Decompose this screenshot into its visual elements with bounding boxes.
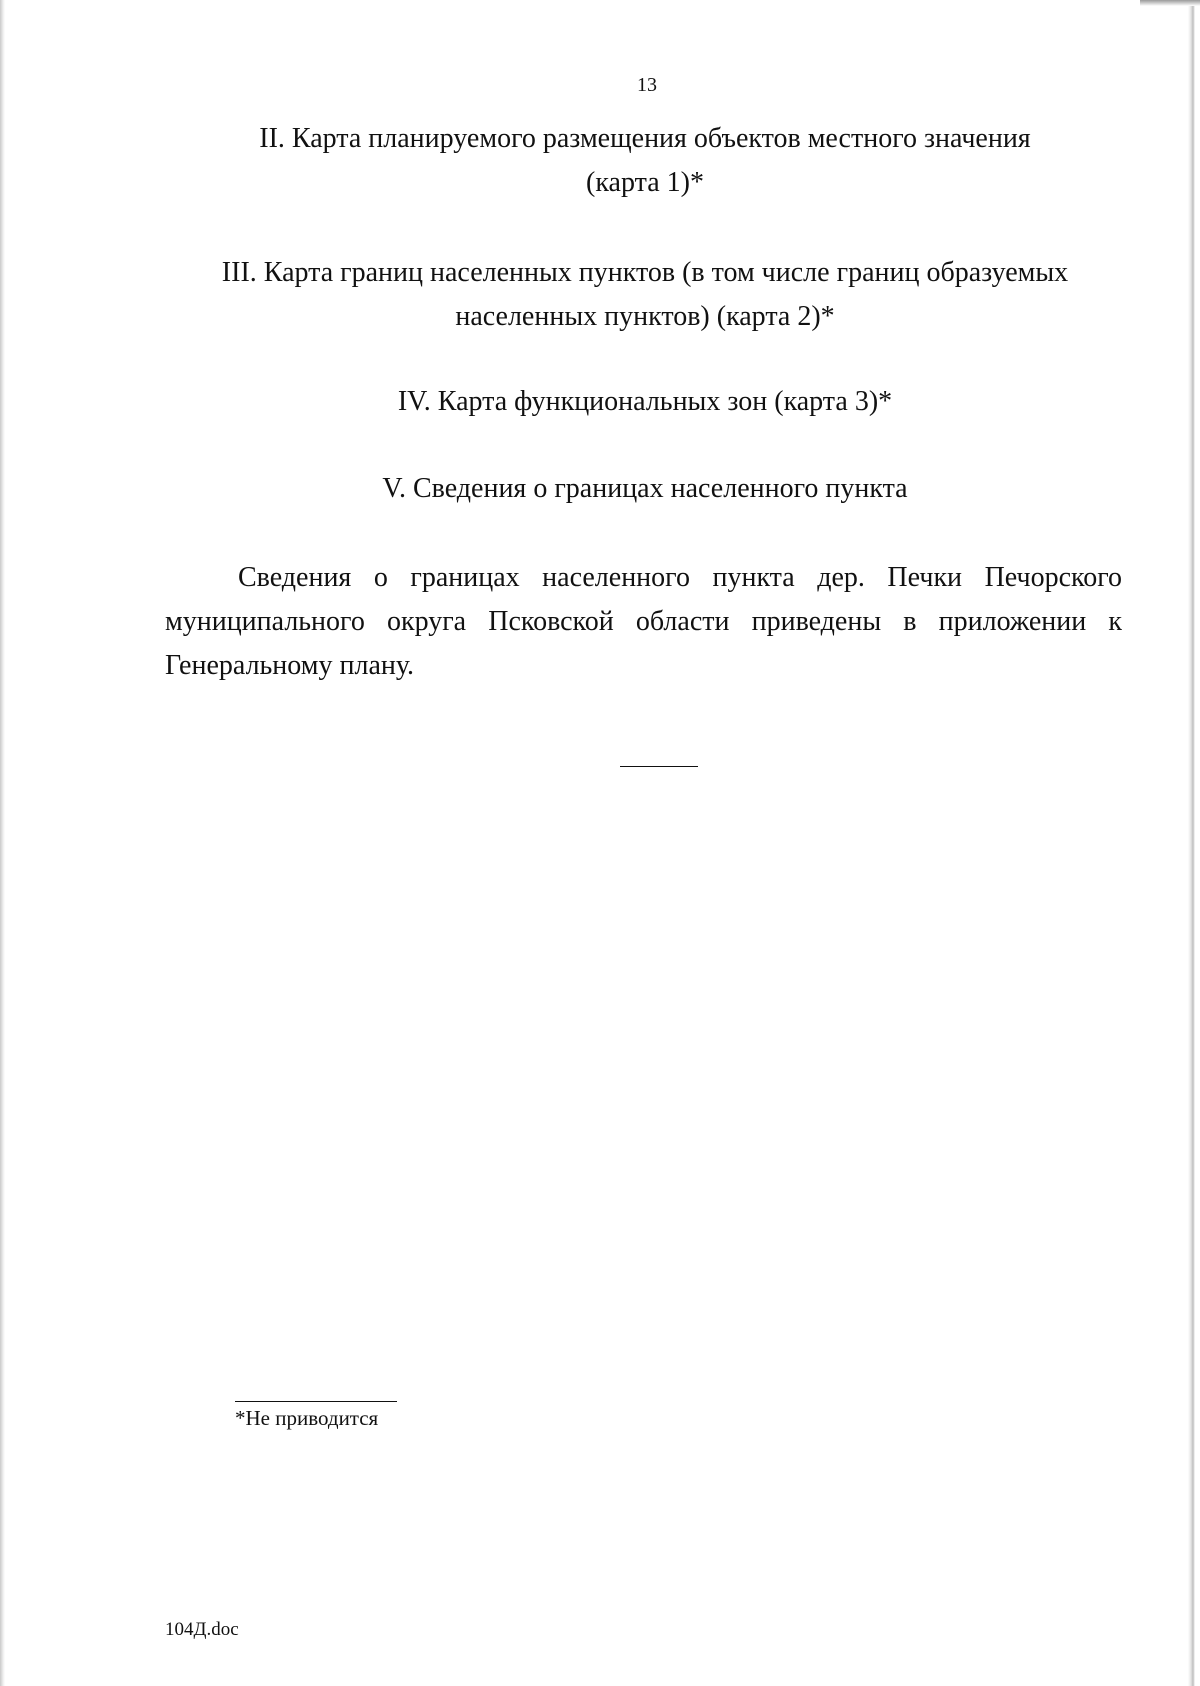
section-heading-iii	[165, 251, 1125, 339]
footnote: *Не приводится	[235, 1406, 379, 1430]
section-heading-iii-line1: III. Карта границ населенных пунктов (в том числе границ образуемых	[221, 257, 1069, 288]
footnote-separator	[235, 1401, 397, 1402]
file-name-footer: 104Д.doc	[165, 1619, 239, 1640]
page-number: 13	[637, 74, 657, 96]
section-heading-v-line1: V. Сведения о границах населенного пункта	[382, 473, 908, 504]
section-heading-iii-line2: населенных пунктов) (карта 2)*	[455, 301, 835, 332]
section-heading-iv	[165, 380, 1125, 424]
section-heading-ii	[165, 117, 1125, 205]
scan-edge-corner	[1140, 0, 1200, 6]
end-of-text-rule	[620, 766, 698, 767]
section-heading-v	[165, 467, 1125, 511]
body-paragraph: Сведения о границах населенного пункта дер. Печки Печорского муниципального округа Псковской области приведены в приложении к Генеральному плану.	[165, 562, 1122, 681]
section-heading-ii-line1: II. Карта планируемого размещения объектов местного значения	[259, 123, 1031, 154]
section-heading-iv-line1: IV. Карта функциональных зон (карта 3)*	[397, 386, 893, 417]
scan-edge-right	[1188, 0, 1200, 1686]
section-heading-ii-line2: (карта 1)*	[586, 167, 704, 198]
scan-edge-left	[0, 0, 5, 1686]
